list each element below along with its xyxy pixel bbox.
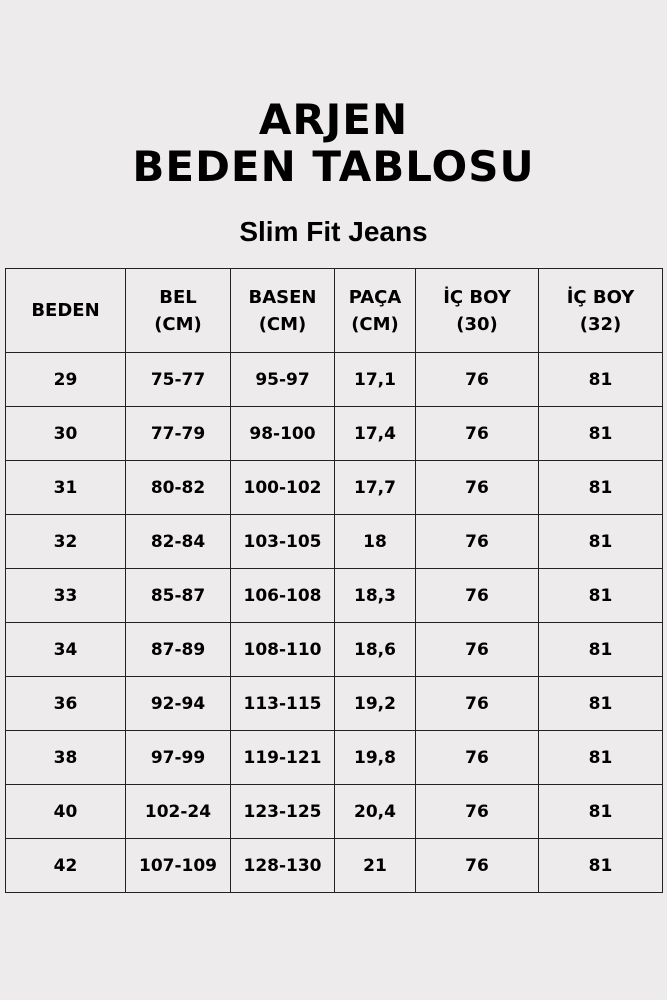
table-row <box>6 839 663 893</box>
brand-title: ARJEN <box>258 95 409 144</box>
column-header-line: PAÇA <box>348 286 402 308</box>
table-row <box>6 461 663 515</box>
table-cell-basen: 119-121 <box>231 731 335 785</box>
column-header-basen <box>231 269 335 353</box>
table-cell-ic-boy-32: 81 <box>539 677 663 731</box>
table-cell-ic-boy-32: 81 <box>539 839 663 893</box>
table-row <box>6 353 663 407</box>
table-cell-beden: 36 <box>6 677 126 731</box>
column-header-line: (CM) <box>258 313 307 335</box>
table-row <box>6 515 663 569</box>
table-cell-ic-boy-32: 81 <box>539 353 663 407</box>
table-cell-ic-boy-30: 76 <box>416 731 539 785</box>
table-cell-bel: 97-99 <box>126 731 231 785</box>
table-cell-paca: 20,4 <box>335 785 416 839</box>
table-cell-ic-boy-32: 81 <box>539 461 663 515</box>
table-cell-basen: 100-102 <box>231 461 335 515</box>
table-cell-paca: 19,8 <box>335 731 416 785</box>
table-cell-paca: 21 <box>335 839 416 893</box>
table-cell-ic-boy-30: 76 <box>416 353 539 407</box>
table-cell-paca: 18,3 <box>335 569 416 623</box>
table-cell-basen: 128-130 <box>231 839 335 893</box>
table-cell-bel: 87-89 <box>126 623 231 677</box>
table-cell-beden: 30 <box>6 407 126 461</box>
column-header-line: İÇ BOY <box>443 286 511 308</box>
size-table <box>5 268 663 893</box>
column-header-line: BASEN <box>248 286 317 308</box>
product-subtitle: Slim Fit Jeans <box>239 216 428 247</box>
table-row <box>6 407 663 461</box>
table-cell-paca: 19,2 <box>335 677 416 731</box>
table-row <box>6 569 663 623</box>
table-cell-basen: 95-97 <box>231 353 335 407</box>
table-cell-bel: 92-94 <box>126 677 231 731</box>
table-cell-ic-boy-32: 81 <box>539 731 663 785</box>
table-row <box>6 623 663 677</box>
table-cell-basen: 106-108 <box>231 569 335 623</box>
table-cell-basen: 103-105 <box>231 515 335 569</box>
column-header-line: (CM) <box>154 313 202 335</box>
table-cell-paca: 17,1 <box>335 353 416 407</box>
table-cell-ic-boy-30: 76 <box>416 407 539 461</box>
table-cell-ic-boy-30: 76 <box>416 569 539 623</box>
table-row <box>6 677 663 731</box>
table-cell-basen: 113-115 <box>231 677 335 731</box>
size-chart-title: BEDEN TABLOSU <box>132 142 535 191</box>
column-header-line: BEDEN <box>31 300 100 321</box>
table-cell-ic-boy-32: 81 <box>539 623 663 677</box>
column-header-line: BEL <box>159 286 197 308</box>
table-cell-beden: 34 <box>6 623 126 677</box>
size-table-body <box>6 353 663 893</box>
header-row <box>6 269 663 353</box>
column-header-ic-boy-32 <box>539 269 663 353</box>
table-cell-ic-boy-30: 76 <box>416 677 539 731</box>
column-header-beden <box>6 269 126 353</box>
table-cell-beden: 33 <box>6 569 126 623</box>
table-cell-ic-boy-32: 81 <box>539 569 663 623</box>
size-table-header <box>6 269 663 353</box>
table-cell-bel: 102-24 <box>126 785 231 839</box>
table-cell-paca: 18 <box>335 515 416 569</box>
table-cell-ic-boy-32: 81 <box>539 785 663 839</box>
table-cell-beden: 32 <box>6 515 126 569</box>
table-cell-beden: 29 <box>6 353 126 407</box>
table-cell-ic-boy-30: 76 <box>416 839 539 893</box>
table-cell-beden: 40 <box>6 785 126 839</box>
table-cell-paca: 18,6 <box>335 623 416 677</box>
table-cell-beden: 31 <box>6 461 126 515</box>
table-cell-ic-boy-30: 76 <box>416 461 539 515</box>
column-header-line: (CM) <box>351 313 399 335</box>
table-cell-basen: 108-110 <box>231 623 335 677</box>
table-row <box>6 731 663 785</box>
table-cell-ic-boy-32: 81 <box>539 407 663 461</box>
table-cell-basen: 98-100 <box>231 407 335 461</box>
table-cell-bel: 80-82 <box>126 461 231 515</box>
table-cell-ic-boy-30: 76 <box>416 785 539 839</box>
table-cell-bel: 85-87 <box>126 569 231 623</box>
table-cell-paca: 17,4 <box>335 407 416 461</box>
column-header-bel <box>126 269 231 353</box>
table-cell-bel: 82-84 <box>126 515 231 569</box>
column-header-line: İÇ BOY <box>566 286 635 308</box>
column-header-ic-boy-30 <box>416 269 539 353</box>
table-cell-beden: 42 <box>6 839 126 893</box>
table-cell-ic-boy-30: 76 <box>416 623 539 677</box>
table-cell-bel: 77-79 <box>126 407 231 461</box>
table-cell-basen: 123-125 <box>231 785 335 839</box>
column-header-line: (32) <box>579 313 622 335</box>
table-cell-paca: 17,7 <box>335 461 416 515</box>
table-cell-bel: 75-77 <box>126 353 231 407</box>
table-row <box>6 785 663 839</box>
table-cell-bel: 107-109 <box>126 839 231 893</box>
table-cell-beden: 38 <box>6 731 126 785</box>
table-cell-ic-boy-32: 81 <box>539 515 663 569</box>
column-header-paca <box>335 269 416 353</box>
column-header-line: (30) <box>456 313 498 335</box>
table-cell-ic-boy-30: 76 <box>416 515 539 569</box>
